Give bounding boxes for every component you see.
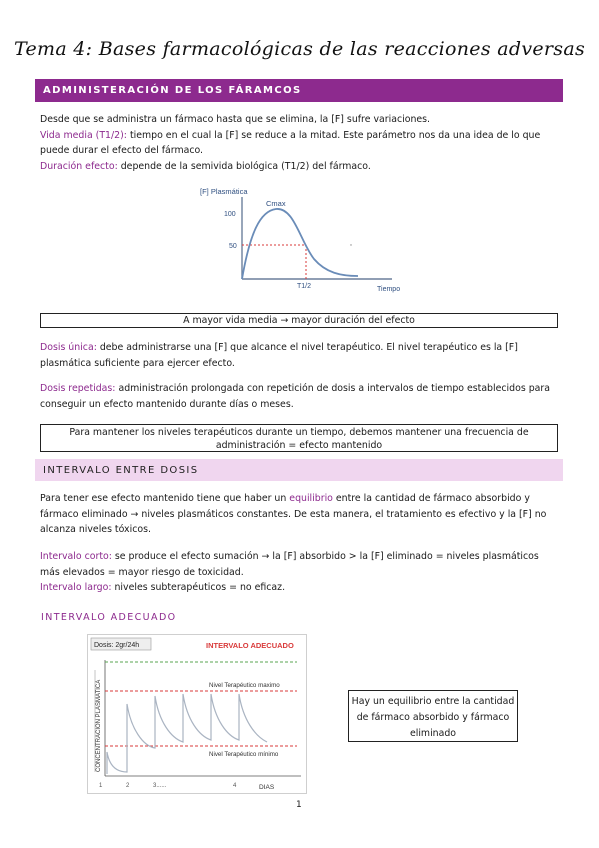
equilibrium-paragraph <box>40 491 560 538</box>
short-interval-paragraph <box>40 549 560 580</box>
single-dose-paragraph <box>40 340 560 371</box>
callout-equilibrium: Hay un equilibrio entre la cantidad de fármaco absorbido y fármaco eliminado <box>348 690 518 742</box>
chart1-xlabel: Tiempo <box>377 286 401 293</box>
page-number: 1 <box>296 800 302 810</box>
equilibrium-text-a: Para tener ese efecto mantenido tiene que haber un <box>40 493 290 504</box>
chart2-tick-3: 3...... <box>153 783 167 789</box>
adequate-interval-chart <box>87 634 307 794</box>
intro-paragraph: Desde que se administra un fármaco hasta que se elimina, la [F] sufre variaciones. <box>40 114 431 125</box>
chart2-tick-2: 2 <box>126 783 130 789</box>
half-life-paragraph <box>40 128 560 159</box>
long-interval-paragraph <box>40 580 560 596</box>
chart1-tick-50: 50 <box>229 243 237 250</box>
equilibrium-term: equilibrio <box>289 493 333 504</box>
section1-text <box>40 112 560 174</box>
repeat-dose-term: Dosis repetidas: <box>40 383 116 394</box>
chart2-tick-1: 1 <box>99 783 103 789</box>
chart1-ylabel: [F] Plasmática <box>200 187 248 196</box>
chart2-tick-4: 4 <box>233 783 237 789</box>
half-life-term: Vida media (T1/2): <box>40 129 127 141</box>
duration-term: Duración efecto: <box>40 160 118 172</box>
long-interval-term: Intervalo largo: <box>40 582 112 593</box>
single-dose-term: Dosis única: <box>40 342 97 353</box>
chart2-ylabel: CONCENTRACION PLASMATICA <box>96 679 102 772</box>
section-heading-administration: ADMINISTERACIÓN DE LOS FÁRAMCOS <box>35 79 563 102</box>
callout-maintained-effect: Para mantener los niveles terapéuticos durante un tiempo, debemos mantener una frecuencia de administración = efecto mantenido <box>40 424 558 452</box>
plasma-concentration-chart <box>196 183 406 295</box>
chart2-max-label: Nivel Terapéutico maximo <box>209 682 280 689</box>
equilibrium-text-b: entre la cantidad de fármaco absorbido y fármaco eliminado → niveles plasmáticos constantes. De esta manera, el tratamiento es efectivo y la [F] no alcanza niveles tóxicos. <box>40 493 547 535</box>
chart2-dose-label: Dosis: 2gr/24h <box>94 642 140 649</box>
half-life-text: tiempo en el cual la [F] se reduce a la mitad. Este parámetro nos da una idea de lo que puede durar el efecto del fármaco. <box>40 129 541 156</box>
repeat-dose-text: administración prolongada con repetición de dosis a intervalos de tiempo establecidos para conseguir un efecto mantenido durante días o meses. <box>40 383 550 410</box>
chart1-peak-label: Cmax <box>266 199 286 208</box>
section-heading-interval: INTERVALO ENTRE DOSIS <box>35 459 563 481</box>
short-interval-text: se produce el efecto sumación → la [F] absorbido > la [F] eliminado = niveles plasmáticos más elevados = mayor riesgo de toxicidad. <box>40 551 539 578</box>
chart1-tick-100: 100 <box>224 211 236 218</box>
chart2-title: INTERVALO ADECUADO <box>206 641 294 650</box>
chart2-xlabel: DIAS <box>259 784 275 791</box>
page-title: Tema 4: Bases farmacológicas de las reacciones adversas <box>13 38 586 60</box>
repeat-dose-paragraph <box>40 381 560 412</box>
duration-text: depende de la semivida biológica (T1/2) del fármaco. <box>117 160 371 172</box>
callout-half-life: A mayor vida media → mayor duración del efecto <box>40 313 558 328</box>
short-interval-term: Intervalo corto: <box>40 551 112 562</box>
interval-paragraphs <box>40 549 560 596</box>
chart1-thalf-label: T1/2 <box>297 283 312 290</box>
long-interval-text: niveles subterapéuticos = no eficaz. <box>111 582 286 593</box>
duration-paragraph <box>40 159 560 175</box>
chart2-min-label: Nivel Terapéutico mínimo <box>209 751 279 758</box>
single-dose-text: debe administrarse una [F] que alcance el nivel terapéutico. El nivel terapéutico es la [F] plasmática suficiente para ejercer efecto. <box>40 342 518 369</box>
subheading-adequate-interval: INTERVALO ADECUADO <box>41 612 177 623</box>
